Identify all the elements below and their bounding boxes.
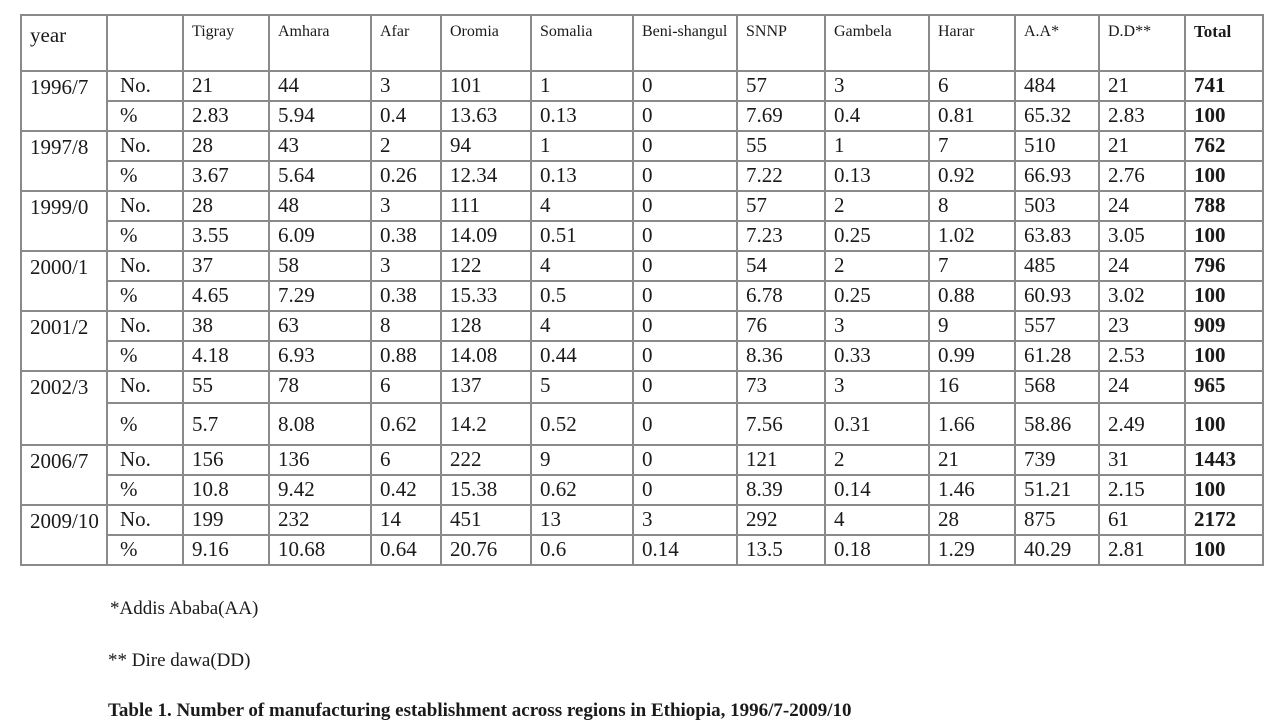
value-cell: 14: [371, 505, 441, 535]
value-cell: 76: [737, 311, 825, 341]
year-cell: 2002/3: [21, 371, 107, 445]
table-row: [21, 161, 1263, 191]
percent-label-cell: %: [107, 221, 183, 251]
value-cell: 1: [531, 71, 633, 101]
total-cell: 796: [1185, 251, 1263, 281]
count-label-cell: No.: [107, 445, 183, 475]
value-cell: 78: [269, 371, 371, 403]
value-cell: 6.09: [269, 221, 371, 251]
value-cell: 232: [269, 505, 371, 535]
value-cell: 0.14: [633, 535, 737, 565]
footnote-dire-dawa: ** Dire dawa(DD): [108, 650, 251, 671]
total-cell: 741: [1185, 71, 1263, 101]
table-row: [21, 341, 1263, 371]
value-cell: 43: [269, 131, 371, 161]
value-cell: 28: [929, 505, 1015, 535]
value-cell: 94: [441, 131, 531, 161]
value-cell: 2: [825, 191, 929, 221]
total-cell: 100: [1185, 341, 1263, 371]
value-cell: 0.42: [371, 475, 441, 505]
footnote-addis-ababa: *Addis Ababa(AA): [110, 598, 259, 619]
header-snnp: SNNP: [737, 15, 825, 71]
value-cell: 0.33: [825, 341, 929, 371]
value-cell: 3.02: [1099, 281, 1185, 311]
value-cell: 3: [825, 311, 929, 341]
value-cell: 5: [531, 371, 633, 403]
count-label-cell: No.: [107, 71, 183, 101]
value-cell: 2.81: [1099, 535, 1185, 565]
value-cell: 3.55: [183, 221, 269, 251]
value-cell: 6.78: [737, 281, 825, 311]
value-cell: 0.81: [929, 101, 1015, 131]
value-cell: 5.7: [183, 403, 269, 445]
value-cell: 0: [633, 221, 737, 251]
value-cell: 9.16: [183, 535, 269, 565]
value-cell: 13.63: [441, 101, 531, 131]
value-cell: 66.93: [1015, 161, 1099, 191]
value-cell: 4: [825, 505, 929, 535]
value-cell: 875: [1015, 505, 1099, 535]
value-cell: 451: [441, 505, 531, 535]
value-cell: 58.86: [1015, 403, 1099, 445]
value-cell: 28: [183, 131, 269, 161]
value-cell: 0: [633, 101, 737, 131]
value-cell: 7.56: [737, 403, 825, 445]
value-cell: 2.76: [1099, 161, 1185, 191]
value-cell: 0: [633, 445, 737, 475]
value-cell: 51.21: [1015, 475, 1099, 505]
header-harar: Harar: [929, 15, 1015, 71]
value-cell: 15.38: [441, 475, 531, 505]
manufacturing-table: [20, 14, 1264, 566]
value-cell: 0.18: [825, 535, 929, 565]
count-label-cell: No.: [107, 131, 183, 161]
value-cell: 2: [371, 131, 441, 161]
total-cell: 100: [1185, 403, 1263, 445]
table-row: [21, 505, 1263, 535]
value-cell: 510: [1015, 131, 1099, 161]
value-cell: 63.83: [1015, 221, 1099, 251]
value-cell: 0.25: [825, 221, 929, 251]
value-cell: 199: [183, 505, 269, 535]
value-cell: 101: [441, 71, 531, 101]
total-cell: 100: [1185, 281, 1263, 311]
value-cell: 136: [269, 445, 371, 475]
value-cell: 6.93: [269, 341, 371, 371]
value-cell: 0: [633, 311, 737, 341]
value-cell: 0.26: [371, 161, 441, 191]
value-cell: 8: [929, 191, 1015, 221]
value-cell: 0.88: [371, 341, 441, 371]
value-cell: 0.13: [825, 161, 929, 191]
header-afar: Afar: [371, 15, 441, 71]
value-cell: 0.38: [371, 221, 441, 251]
value-cell: 7.29: [269, 281, 371, 311]
value-cell: 485: [1015, 251, 1099, 281]
value-cell: 7.22: [737, 161, 825, 191]
value-cell: 1.02: [929, 221, 1015, 251]
count-label-cell: No.: [107, 191, 183, 221]
value-cell: 2.83: [1099, 101, 1185, 131]
value-cell: 0: [633, 403, 737, 445]
value-cell: 0.5: [531, 281, 633, 311]
header-amhara: Amhara: [269, 15, 371, 71]
value-cell: 0: [633, 475, 737, 505]
total-cell: 100: [1185, 161, 1263, 191]
count-label-cell: No.: [107, 371, 183, 403]
total-cell: 965: [1185, 371, 1263, 403]
table-caption: Table 1. Number of manufacturing establishment across regions in Ethiopia, 1996/7-2009/10: [108, 700, 852, 721]
value-cell: 0.88: [929, 281, 1015, 311]
value-cell: 3: [371, 191, 441, 221]
header-gambela: Gambela: [825, 15, 929, 71]
value-cell: 3: [633, 505, 737, 535]
year-cell: 1996/7: [21, 71, 107, 131]
value-cell: 0: [633, 131, 737, 161]
total-cell: 762: [1185, 131, 1263, 161]
percent-label-cell: %: [107, 161, 183, 191]
year-cell: 2006/7: [21, 445, 107, 505]
table-row: [21, 445, 1263, 475]
total-cell: 100: [1185, 475, 1263, 505]
table-row: [21, 281, 1263, 311]
value-cell: 0.92: [929, 161, 1015, 191]
value-cell: 0.64: [371, 535, 441, 565]
header-benishangul: Beni-shangul: [633, 15, 737, 71]
value-cell: 9: [531, 445, 633, 475]
value-cell: 37: [183, 251, 269, 281]
value-cell: 10.8: [183, 475, 269, 505]
value-cell: 57: [737, 191, 825, 221]
table-row: [21, 251, 1263, 281]
value-cell: 7: [929, 251, 1015, 281]
value-cell: 2: [825, 445, 929, 475]
value-cell: 5.64: [269, 161, 371, 191]
value-cell: 14.08: [441, 341, 531, 371]
value-cell: 21: [1099, 71, 1185, 101]
value-cell: 8.39: [737, 475, 825, 505]
value-cell: 4.65: [183, 281, 269, 311]
value-cell: 9: [929, 311, 1015, 341]
value-cell: 0.99: [929, 341, 1015, 371]
header-total: Total: [1185, 15, 1263, 71]
header-tigray: Tigray: [183, 15, 269, 71]
value-cell: 0.25: [825, 281, 929, 311]
table-row: [21, 131, 1263, 161]
count-label-cell: No.: [107, 311, 183, 341]
value-cell: 10.68: [269, 535, 371, 565]
value-cell: 111: [441, 191, 531, 221]
value-cell: 1.46: [929, 475, 1015, 505]
value-cell: 2.53: [1099, 341, 1185, 371]
value-cell: 2: [825, 251, 929, 281]
value-cell: 38: [183, 311, 269, 341]
value-cell: 1.29: [929, 535, 1015, 565]
value-cell: 0.38: [371, 281, 441, 311]
value-cell: 63: [269, 311, 371, 341]
value-cell: 0.4: [825, 101, 929, 131]
value-cell: 0: [633, 251, 737, 281]
value-cell: 6: [929, 71, 1015, 101]
value-cell: 0: [633, 191, 737, 221]
value-cell: 61.28: [1015, 341, 1099, 371]
value-cell: 0: [633, 71, 737, 101]
value-cell: 8.36: [737, 341, 825, 371]
value-cell: 568: [1015, 371, 1099, 403]
table-row: [21, 403, 1263, 445]
value-cell: 0.44: [531, 341, 633, 371]
value-cell: 14.2: [441, 403, 531, 445]
percent-label-cell: %: [107, 475, 183, 505]
value-cell: 13.5: [737, 535, 825, 565]
header-somalia: Somalia: [531, 15, 633, 71]
year-cell: 2000/1: [21, 251, 107, 311]
value-cell: 6: [371, 445, 441, 475]
percent-label-cell: %: [107, 281, 183, 311]
header-year: year: [21, 15, 107, 71]
table-row: [21, 475, 1263, 505]
value-cell: 0.51: [531, 221, 633, 251]
value-cell: 58: [269, 251, 371, 281]
year-cell: 2001/2: [21, 311, 107, 371]
value-cell: 8.08: [269, 403, 371, 445]
value-cell: 21: [929, 445, 1015, 475]
value-cell: 128: [441, 311, 531, 341]
value-cell: 9.42: [269, 475, 371, 505]
value-cell: 55: [183, 371, 269, 403]
value-cell: 3: [825, 71, 929, 101]
value-cell: 557: [1015, 311, 1099, 341]
total-cell: 2172: [1185, 505, 1263, 535]
value-cell: 3: [371, 71, 441, 101]
value-cell: 65.32: [1015, 101, 1099, 131]
table-body: [21, 71, 1263, 565]
header-addis-ababa: A.A*: [1015, 15, 1099, 71]
value-cell: 0.62: [371, 403, 441, 445]
value-cell: 0: [633, 371, 737, 403]
value-cell: 0.31: [825, 403, 929, 445]
table-row: [21, 311, 1263, 341]
value-cell: 3.67: [183, 161, 269, 191]
value-cell: 3.05: [1099, 221, 1185, 251]
value-cell: 15.33: [441, 281, 531, 311]
value-cell: 21: [183, 71, 269, 101]
value-cell: 1.66: [929, 403, 1015, 445]
value-cell: 121: [737, 445, 825, 475]
table-row: [21, 221, 1263, 251]
value-cell: 122: [441, 251, 531, 281]
header-row: [21, 15, 1263, 71]
header-blank: [107, 15, 183, 71]
count-label-cell: No.: [107, 505, 183, 535]
value-cell: 7.69: [737, 101, 825, 131]
value-cell: 44: [269, 71, 371, 101]
value-cell: 31: [1099, 445, 1185, 475]
value-cell: 16: [929, 371, 1015, 403]
value-cell: 0.62: [531, 475, 633, 505]
value-cell: 503: [1015, 191, 1099, 221]
value-cell: 5.94: [269, 101, 371, 131]
value-cell: 60.93: [1015, 281, 1099, 311]
value-cell: 0.6: [531, 535, 633, 565]
year-cell: 1997/8: [21, 131, 107, 191]
percent-label-cell: %: [107, 341, 183, 371]
total-cell: 788: [1185, 191, 1263, 221]
value-cell: 0.14: [825, 475, 929, 505]
value-cell: 14.09: [441, 221, 531, 251]
value-cell: 0: [633, 341, 737, 371]
value-cell: 24: [1099, 191, 1185, 221]
value-cell: 2.49: [1099, 403, 1185, 445]
value-cell: 222: [441, 445, 531, 475]
value-cell: 292: [737, 505, 825, 535]
value-cell: 739: [1015, 445, 1099, 475]
value-cell: 7.23: [737, 221, 825, 251]
value-cell: 0: [633, 281, 737, 311]
value-cell: 40.29: [1015, 535, 1099, 565]
total-cell: 100: [1185, 101, 1263, 131]
year-cell: 1999/0: [21, 191, 107, 251]
value-cell: 137: [441, 371, 531, 403]
value-cell: 156: [183, 445, 269, 475]
total-cell: 1443: [1185, 445, 1263, 475]
value-cell: 28: [183, 191, 269, 221]
value-cell: 3: [371, 251, 441, 281]
value-cell: 1: [825, 131, 929, 161]
value-cell: 20.76: [441, 535, 531, 565]
year-cell: 2009/10: [21, 505, 107, 565]
value-cell: 12.34: [441, 161, 531, 191]
total-cell: 100: [1185, 221, 1263, 251]
value-cell: 8: [371, 311, 441, 341]
total-cell: 100: [1185, 535, 1263, 565]
table-row: [21, 191, 1263, 221]
value-cell: 1: [531, 131, 633, 161]
table-row: [21, 535, 1263, 565]
value-cell: 48: [269, 191, 371, 221]
value-cell: 24: [1099, 251, 1185, 281]
percent-label-cell: %: [107, 535, 183, 565]
header-dire-dawa: D.D**: [1099, 15, 1185, 71]
value-cell: 2.83: [183, 101, 269, 131]
table-row: [21, 71, 1263, 101]
count-label-cell: No.: [107, 251, 183, 281]
value-cell: 13: [531, 505, 633, 535]
value-cell: 7: [929, 131, 1015, 161]
value-cell: 0.4: [371, 101, 441, 131]
header-oromia: Oromia: [441, 15, 531, 71]
value-cell: 54: [737, 251, 825, 281]
value-cell: 4.18: [183, 341, 269, 371]
value-cell: 3: [825, 371, 929, 403]
value-cell: 0: [633, 161, 737, 191]
value-cell: 23: [1099, 311, 1185, 341]
value-cell: 2.15: [1099, 475, 1185, 505]
value-cell: 21: [1099, 131, 1185, 161]
value-cell: 57: [737, 71, 825, 101]
total-cell: 909: [1185, 311, 1263, 341]
table-row: [21, 371, 1263, 403]
percent-label-cell: %: [107, 403, 183, 445]
value-cell: 4: [531, 251, 633, 281]
value-cell: 0.13: [531, 101, 633, 131]
table-row: [21, 101, 1263, 131]
percent-label-cell: %: [107, 101, 183, 131]
value-cell: 55: [737, 131, 825, 161]
value-cell: 4: [531, 191, 633, 221]
value-cell: 73: [737, 371, 825, 403]
value-cell: 484: [1015, 71, 1099, 101]
value-cell: 61: [1099, 505, 1185, 535]
value-cell: 0.13: [531, 161, 633, 191]
value-cell: 24: [1099, 371, 1185, 403]
value-cell: 4: [531, 311, 633, 341]
value-cell: 6: [371, 371, 441, 403]
value-cell: 0.52: [531, 403, 633, 445]
